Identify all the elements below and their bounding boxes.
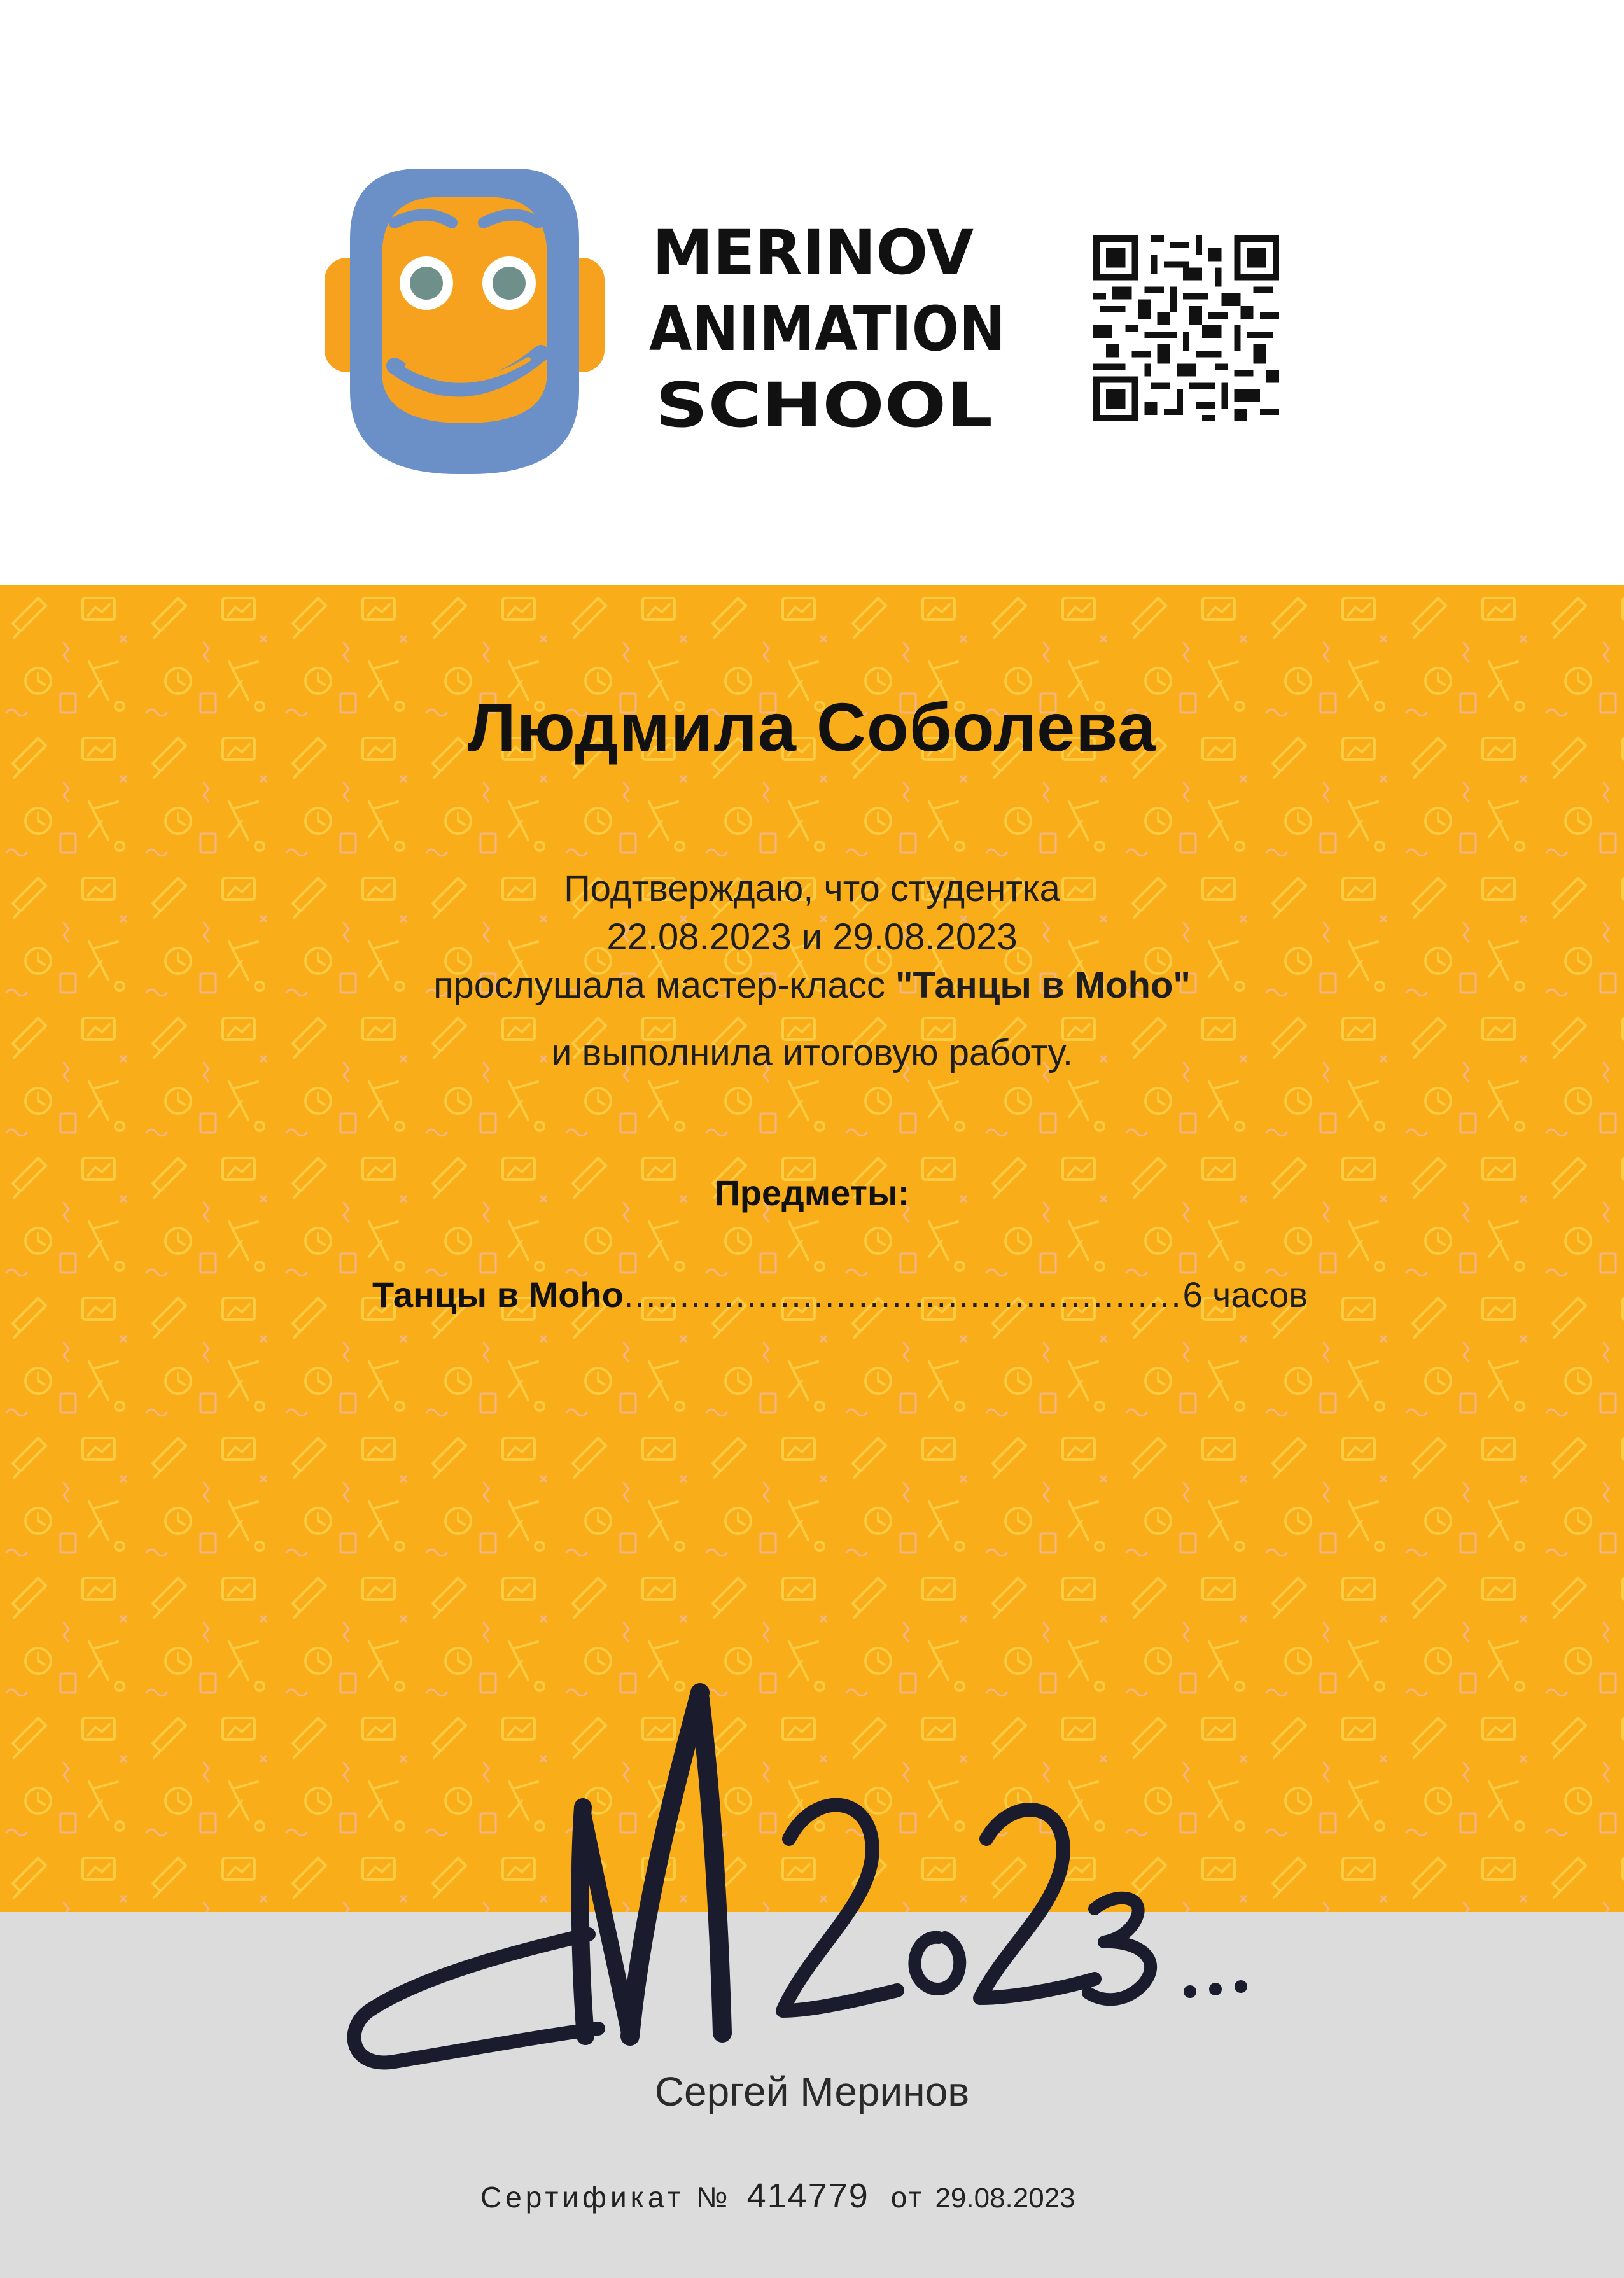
signature-icon bbox=[344, 1680, 1336, 2100]
subject-name: Танцы в Moho bbox=[372, 1275, 624, 1315]
confirmation-line-3 bbox=[0, 963, 1624, 1008]
subject-hours: 6 часов bbox=[1182, 1275, 1308, 1315]
date-prefix: от bbox=[890, 2181, 924, 2214]
signer-name: Сергей Меринов bbox=[654, 2069, 970, 2114]
certificate-number: 414779 bbox=[746, 2177, 869, 2215]
confirmation-line-4: и выполнила итоговую работу. bbox=[551, 1032, 1073, 1073]
subjects-title: Предметы: bbox=[714, 1173, 910, 1213]
student-name: Людмила Соболева bbox=[467, 688, 1157, 765]
subject-row bbox=[372, 1274, 1308, 1315]
course-dates: 22.08.2023 и 29.08.2023 bbox=[606, 916, 1018, 958]
certificate-header bbox=[0, 0, 1624, 585]
certificate-date: 29.08.2023 bbox=[935, 2183, 1075, 2214]
course-title: "Танцы в Moho" bbox=[895, 965, 1191, 1006]
logo-line-1: MERINOV bbox=[652, 217, 974, 288]
subject-dot-leader bbox=[624, 1274, 1183, 1315]
qr-code-icon bbox=[1093, 235, 1279, 421]
logo-line-3: SCHOOL bbox=[655, 370, 993, 441]
certificate-number-line bbox=[480, 2176, 1075, 2216]
robot-face-logo-icon bbox=[325, 162, 605, 480]
certificate-label: Сертификат № bbox=[480, 2181, 732, 2214]
logo-line-2: ANIMATION bbox=[649, 293, 1005, 365]
school-logo-wordmark bbox=[643, 204, 1025, 445]
confirmation-line-1: Подтверждаю, что студентка bbox=[564, 868, 1060, 909]
confirmation-line-3-prefix: прослушала мастер-класс bbox=[433, 965, 895, 1006]
